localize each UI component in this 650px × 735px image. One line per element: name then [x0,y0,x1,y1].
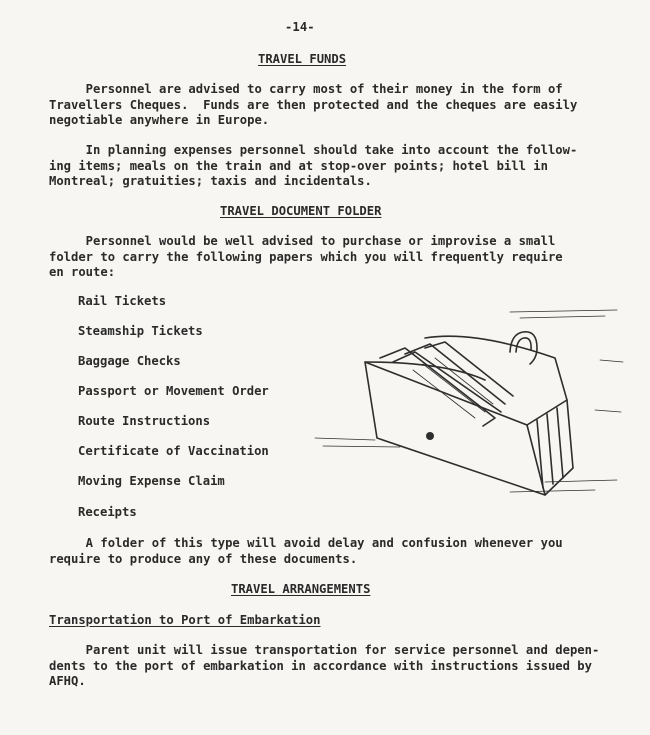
document-folder-illustration [305,300,625,505]
clasp-icon [426,432,434,440]
list-item: Passport or Movement Order [78,384,269,398]
travel-funds-paragraph-2 [49,143,609,190]
text-line: negotiable anywhere in Europe. [49,113,270,127]
text-line: Montreal; gratuities; taxis and incidentals. [49,174,372,188]
list-item: Route Instructions [78,414,211,428]
travel-arrangements-paragraph-1 [49,643,609,690]
text-line: Personnel are advised to carry most of their money in the form of [49,82,563,96]
travel-funds-heading: TRAVEL FUNDS [258,52,347,66]
text-line: en route: [49,265,116,279]
page-number: -14- [285,20,315,34]
list-item: Moving Expense Claim [78,474,225,488]
text-line: dents to the port of embarkation in accordance with instructions issued by [49,658,592,673]
text-line: Personnel would be well advised to purchase or improvise a small [49,234,556,248]
text-line: Parent unit will issue transportation for service personnel and depen- [49,643,600,657]
text-line: AFHQ. [49,674,86,688]
travel-arrangements-heading: TRAVEL ARRANGEMENTS [231,582,371,596]
text-line: Travellers Cheques. Funds are then protected and the cheques are easily [49,97,578,112]
text-line: A folder of this type will avoid delay and confusion whenever you [49,536,563,550]
text-line: ing items; meals on the train and at stop-over points; hotel bill in [49,158,548,173]
list-item: Steamship Tickets [78,324,203,338]
list-item: Baggage Checks [78,354,181,368]
list-item: Certificate of Vaccination [78,444,269,458]
text-line: folder to carry the following papers which you will frequently require [49,249,563,264]
travel-document-folder-heading: TRAVEL DOCUMENT FOLDER [220,204,382,218]
travel-document-folder-paragraph-2 [49,536,609,567]
travel-document-folder-paragraph-1 [49,234,609,281]
list-item: Receipts [78,505,137,519]
text-line: require to produce any of these documents. [49,551,358,566]
transportation-subheading: Transportation to Port of Embarkation [49,613,321,627]
travel-funds-paragraph-1 [49,82,609,129]
list-item: Rail Tickets [78,294,167,308]
text-line: In planning expenses personnel should take into account the follow- [49,143,578,157]
